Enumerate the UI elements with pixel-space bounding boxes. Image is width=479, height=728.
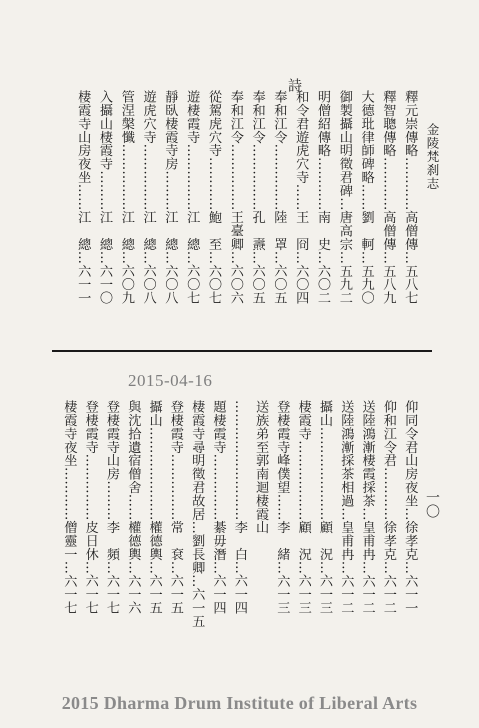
toc-entry: ………………………李 白…六一四 xyxy=(231,400,247,615)
toc-entry: 登棲霞寺山房………李 頻…六一七 xyxy=(104,400,119,615)
toc-entry: 仰和江令君…………徐孝克…六一二 xyxy=(380,400,396,615)
toc-entry: 靜臥棲霞寺房………江 總…六〇八 xyxy=(162,90,178,305)
toc-entry: 和令君遊虎穴寺……王 冏…六〇四 xyxy=(293,90,309,305)
toc-entry: 明僧紹傳略…………南 史…六〇二 xyxy=(315,90,330,305)
toc-entry: 棲霞寺山房夜坐……江 總…六一一 xyxy=(75,90,91,305)
toc-entry: 棲霞寺尋明徵君故居…劉長卿…六一五 xyxy=(189,400,205,628)
toc-entry: 釋智聰傳略…………高僧傳…五八九 xyxy=(380,90,396,305)
toc-entry: 登棲霞寺峰僕望……李 緒…六一三 xyxy=(274,400,290,615)
toc-entry: 攝山…………………權德輿…六一五 xyxy=(146,400,162,615)
page-number: 一〇 xyxy=(424,490,440,518)
toc-entry: 送陸鴻漸棲霞採茶…皇甫冉…六一二 xyxy=(359,400,375,615)
toc-entry: 棲霞寺夜坐…………僧靈一…六一七 xyxy=(61,400,77,615)
toc-entry: 奉和江令……………孔 燾…六〇五 xyxy=(249,90,265,305)
toc-entry: 仰同令君山房夜坐…徐孝克…六一一 xyxy=(402,400,418,615)
book-title: 金陵梵刹志 xyxy=(425,123,440,191)
toc-entry: 登棲霞寺……………皮日休…六一七 xyxy=(82,400,98,615)
footer-watermark: 2015 Dharma Drum Institute of Liberal Arts xyxy=(61,693,418,713)
toc-entry: 奉和江令……………王臺卿…六〇六 xyxy=(227,90,243,305)
toc-entry: 遊棲霞寺……………江 總…六〇七 xyxy=(184,90,200,305)
toc-entry: 題棲霞寺……………綦毋潛…六一四 xyxy=(210,400,226,615)
toc-entry: 與沈拾遺宿僧舍……權德輿…六一六 xyxy=(125,400,141,615)
toc-entry: 登棲霞寺……………常 袞…六一五 xyxy=(167,400,183,615)
toc-entry: 釋元崇傳略…………高僧傳…五八七 xyxy=(402,90,418,305)
toc-entry: 御製攝山明徵君碑…唐高宗…五九二 xyxy=(336,90,352,305)
date-stamp: 2015-04-16 xyxy=(128,371,213,390)
toc-entry: 奉和江令……………陸 罩…六〇五 xyxy=(271,90,287,305)
toc-entry: 遊虎穴寺……………江 總…六〇八 xyxy=(140,90,156,305)
toc-entry: 棲霞寺………………顧 況…六一三 xyxy=(295,400,311,615)
section-divider xyxy=(52,350,432,352)
toc-entry: 入攝山棲霞寺………江 總…六一〇 xyxy=(97,90,112,305)
toc-entry: 送陸鴻漸採茶相過…皇甫冉…六一二 xyxy=(338,400,354,615)
toc-entry: 管涅槃懺……………江 總…六〇九 xyxy=(118,90,134,305)
toc-entry: 攝山…………………顧 況…六一三 xyxy=(317,400,332,615)
section-heading: 詩 xyxy=(286,78,302,92)
toc-entry: 從駕虎穴寺…………鮑 至…六〇七 xyxy=(206,90,221,305)
toc-entry: 大德玭律師碑略……劉 軻…五九〇 xyxy=(358,90,374,305)
toc-entry: 送族弟至郭南迴棲霞山 xyxy=(253,400,269,534)
